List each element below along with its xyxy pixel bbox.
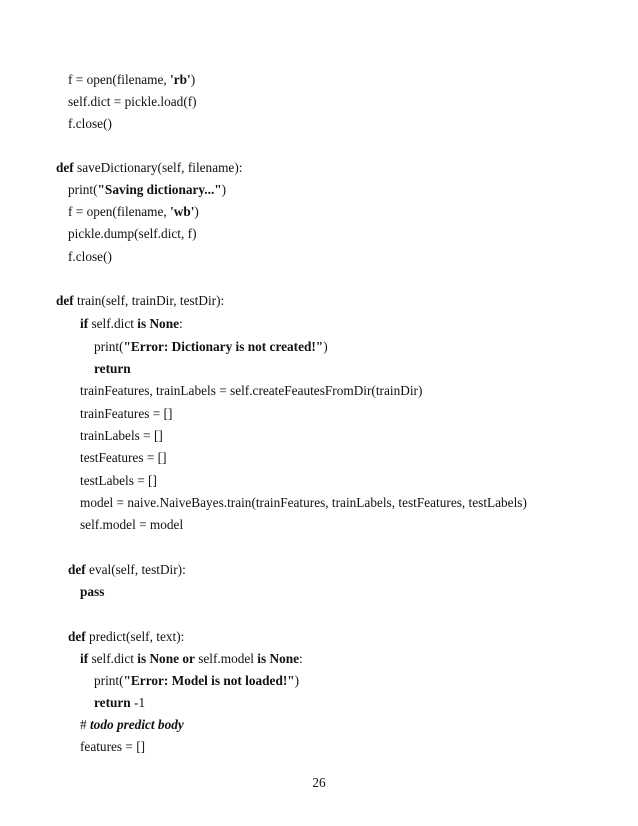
code-text: pickle.dump(self.dict, f) bbox=[68, 226, 197, 241]
code-text: print( bbox=[94, 339, 124, 354]
code-text: features = [] bbox=[80, 739, 146, 754]
code-text: ) bbox=[221, 182, 227, 197]
code-keyword: is None bbox=[257, 651, 300, 666]
code-text: f.close() bbox=[68, 249, 112, 264]
code-line bbox=[68, 248, 112, 266]
code-text: -1 bbox=[130, 695, 146, 710]
code-text: eval(self, testDir): bbox=[85, 562, 186, 577]
code-keyword: def bbox=[68, 629, 86, 644]
code-text: f.close() bbox=[68, 116, 112, 131]
code-line bbox=[94, 672, 299, 690]
code-keyword: if bbox=[80, 316, 89, 331]
code-text: print( bbox=[94, 673, 124, 688]
code-text: testLabels = [] bbox=[80, 473, 157, 488]
code-keyword: "Saving dictionary..." bbox=[97, 182, 222, 197]
code-line bbox=[68, 628, 184, 646]
code-line bbox=[68, 203, 199, 221]
code-line bbox=[94, 338, 328, 356]
code-text: f = open(filename, bbox=[68, 72, 171, 87]
code-line bbox=[68, 115, 112, 133]
code-text: self.model = model bbox=[80, 517, 184, 532]
code-text: trainFeatures = [] bbox=[80, 406, 173, 421]
code-line bbox=[56, 159, 242, 177]
code-text: : bbox=[299, 651, 303, 666]
code-line bbox=[80, 738, 145, 756]
code-keyword: def bbox=[56, 160, 74, 175]
page-number: 26 bbox=[312, 775, 326, 790]
code-keyword: pass bbox=[80, 584, 105, 599]
code-line bbox=[94, 694, 145, 712]
code-keyword: todo predict body bbox=[89, 717, 184, 732]
code-line bbox=[68, 181, 226, 199]
code-line bbox=[80, 315, 183, 333]
code-line bbox=[80, 472, 157, 490]
code-line bbox=[80, 494, 527, 512]
code-line bbox=[68, 561, 186, 579]
code-line bbox=[80, 449, 167, 467]
code-line bbox=[68, 225, 197, 243]
code-line bbox=[94, 360, 131, 378]
code-text: self.dict bbox=[88, 651, 138, 666]
code-keyword: 'rb' bbox=[170, 72, 191, 87]
code-keyword: "Error: Dictionary is not created!" bbox=[123, 339, 324, 354]
code-keyword: "Error: Model is not loaded!" bbox=[123, 673, 295, 688]
code-text: f = open(filename, bbox=[68, 204, 171, 219]
code-text: self.dict bbox=[88, 316, 138, 331]
code-text: print( bbox=[68, 182, 98, 197]
code-keyword: if bbox=[80, 651, 89, 666]
code-keyword: 'wb' bbox=[170, 204, 195, 219]
code-line bbox=[68, 71, 195, 89]
code-text: ) bbox=[190, 72, 196, 87]
code-keyword: return bbox=[94, 361, 131, 376]
code-line bbox=[80, 405, 172, 423]
code-line bbox=[80, 716, 184, 734]
code-text: predict(self, text): bbox=[85, 629, 185, 644]
code-text: : bbox=[179, 316, 183, 331]
code-text: ) bbox=[323, 339, 328, 354]
code-text: trainLabels = [] bbox=[80, 428, 163, 443]
code-text: self.dict = pickle.load(f) bbox=[68, 94, 197, 109]
code-line bbox=[80, 516, 183, 534]
code-keyword: def bbox=[68, 562, 86, 577]
code-text: trainFeatures, trainLabels = self.createFeautesFromDir(trainDir) bbox=[80, 383, 423, 398]
code-keyword: return bbox=[94, 695, 131, 710]
code-line bbox=[80, 427, 163, 445]
code-line bbox=[80, 650, 303, 668]
code-line bbox=[80, 382, 422, 400]
code-text: ) bbox=[194, 204, 199, 219]
code-keyword: is None or bbox=[137, 651, 195, 666]
code-keyword: is None bbox=[137, 316, 179, 331]
code-line bbox=[56, 292, 224, 310]
code-line bbox=[80, 583, 104, 601]
code-text: testFeatures = [] bbox=[80, 450, 167, 465]
code-line bbox=[68, 93, 197, 111]
code-text: train(self, trainDir, testDir): bbox=[73, 293, 225, 308]
code-text: self.model bbox=[194, 651, 258, 666]
code-text: saveDictionary(self, filename): bbox=[73, 160, 243, 175]
code-text: model = naive.NaiveBayes.train(trainFeatures, trainLabels, testFeatures, testLabels) bbox=[80, 495, 527, 510]
code-keyword: def bbox=[56, 293, 74, 308]
code-text: # bbox=[80, 717, 90, 732]
code-text: ) bbox=[294, 673, 300, 688]
